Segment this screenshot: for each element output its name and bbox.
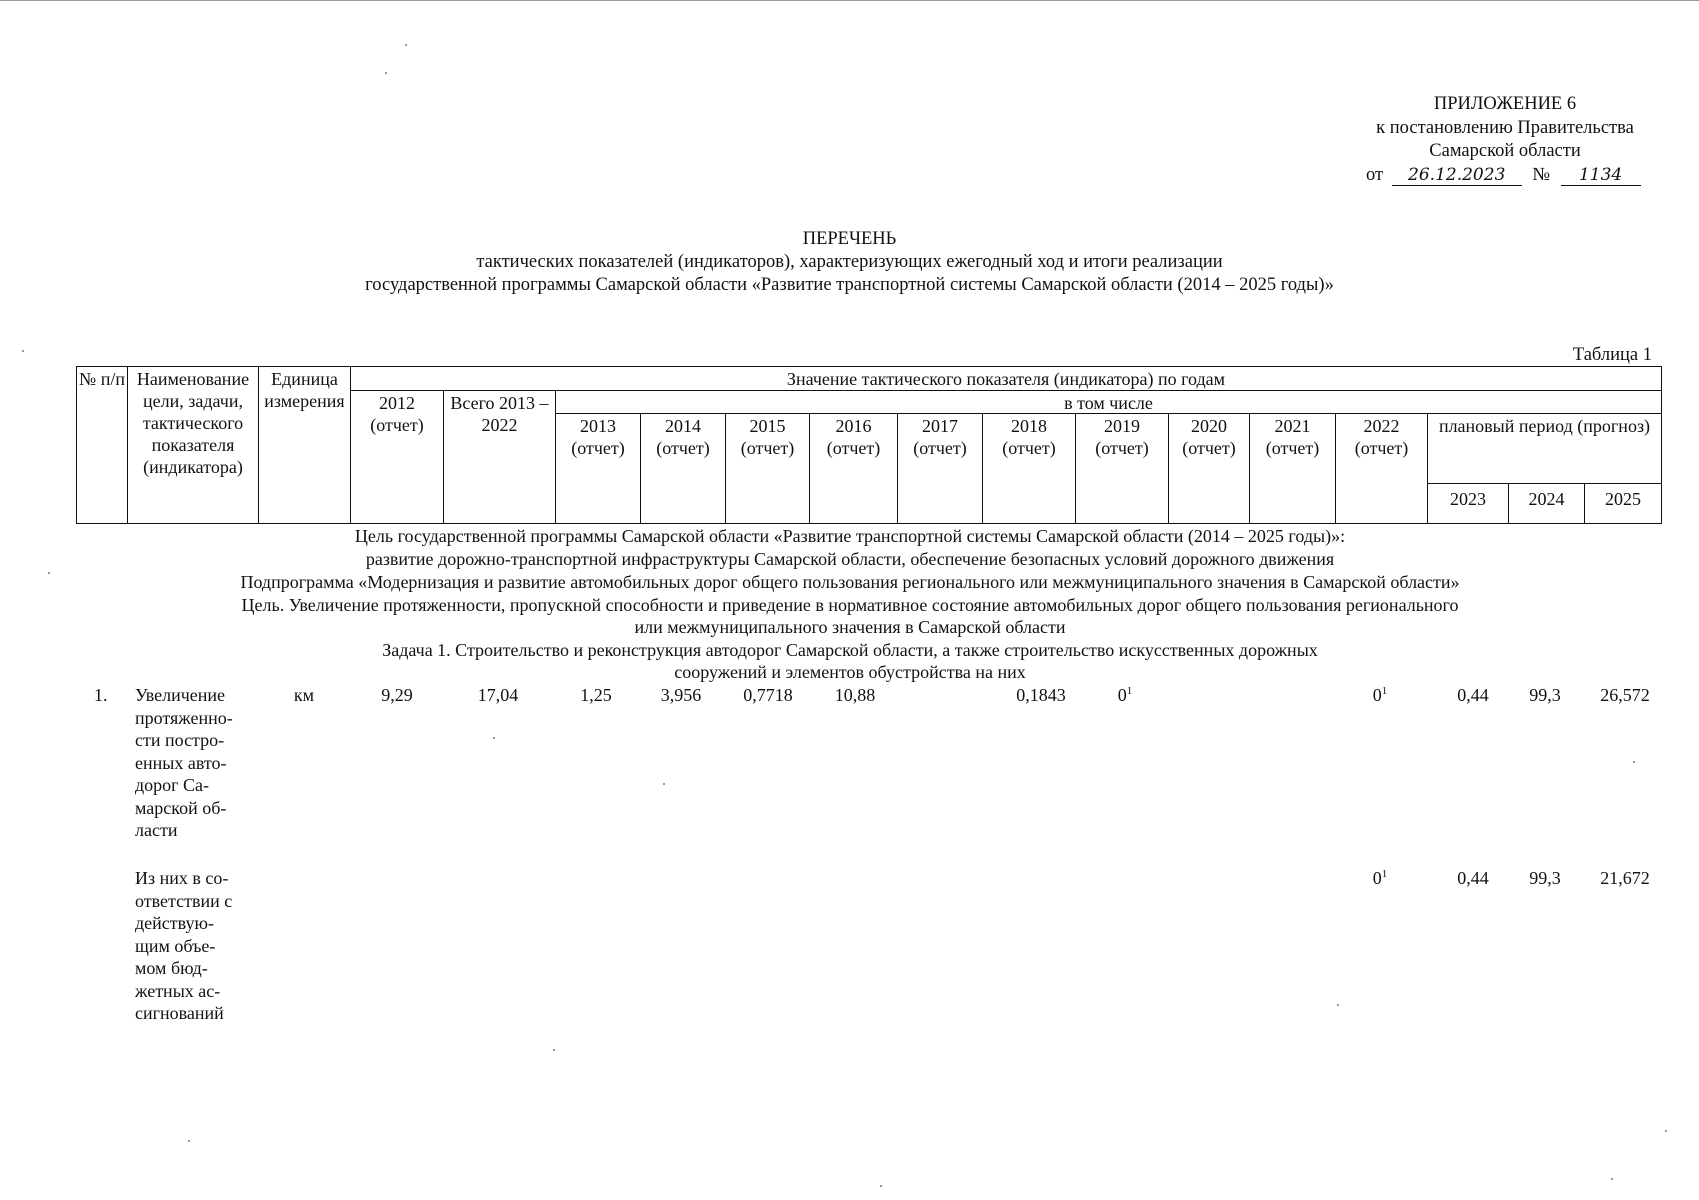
cell-2014: 3,956 bbox=[660, 685, 702, 705]
scan-speck bbox=[405, 44, 407, 46]
header-2024: 2024 bbox=[1509, 484, 1585, 523]
header-total: Всего 2013 – 2022 bbox=[444, 391, 556, 523]
appendix-block bbox=[1340, 93, 1670, 187]
header-no: № п/п bbox=[77, 367, 128, 523]
cell-2013: 1,25 bbox=[580, 685, 612, 705]
scan-speck bbox=[188, 1140, 190, 1142]
cell-2023: 0,44 bbox=[1457, 868, 1489, 888]
name-line: ласти bbox=[135, 820, 178, 840]
appendix-line-2: Самарской области bbox=[1429, 141, 1581, 161]
header-plan-period: плановый период (прогноз) bbox=[1428, 414, 1661, 484]
header-2016: 2016 (отчет) bbox=[810, 414, 898, 523]
name-line: сти постро- bbox=[135, 730, 225, 750]
cell-unit: км bbox=[293, 685, 315, 705]
name-line: сигнований bbox=[135, 1003, 224, 1023]
name-line: щим объе- bbox=[135, 935, 216, 956]
task-line-1: Задача 1. Строительство и реконструкция автодорог Самарской области, а также строительство искусственных дорожных bbox=[382, 640, 1318, 660]
appendix-line-1: к постановлению Правительства bbox=[1376, 117, 1634, 138]
name-line: мом бюд- bbox=[135, 958, 208, 978]
scan-top-edge bbox=[0, 0, 1699, 1]
name-line: жетных ас- bbox=[135, 980, 221, 1001]
name-line: протяженно- bbox=[135, 707, 233, 728]
document-subtitle-line-2: государственной программы Самарской области «Развитие транспортной системы Самарской области (2014 – 2025 годы)» bbox=[365, 275, 1334, 295]
scan-speck bbox=[48, 572, 50, 574]
handwritten-date: 26.12.2023 bbox=[1392, 165, 1522, 186]
cell-2018: 0,1843 bbox=[1016, 685, 1066, 705]
table-label: Таблица 1 bbox=[1572, 345, 1652, 365]
cell-2022-value: 0 bbox=[1372, 685, 1382, 705]
name-line: енных авто- bbox=[135, 752, 227, 773]
number-prefix: № bbox=[1532, 164, 1550, 185]
cell-2023: 0,44 bbox=[1457, 685, 1489, 705]
name-line: дорог Са- bbox=[135, 775, 210, 795]
footnote-mark: 1 bbox=[1126, 685, 1133, 697]
date-prefix: от bbox=[1366, 164, 1384, 185]
header-2015: 2015 (отчет) bbox=[726, 414, 810, 523]
scan-speck bbox=[1665, 1130, 1667, 1132]
cell-2022-value: 0 bbox=[1372, 868, 1382, 888]
header-unit: Единица измерения bbox=[259, 367, 351, 523]
header-name: Наименование цели, задачи, тактического показателя (индикатора) bbox=[128, 367, 259, 523]
table-header bbox=[76, 366, 1662, 524]
header-2023: 2023 bbox=[1428, 484, 1509, 523]
scan-speck bbox=[880, 1185, 882, 1187]
header-including: в том числе bbox=[556, 391, 1661, 414]
header-2014: 2014 (отчет) bbox=[641, 414, 726, 523]
cell-2022 bbox=[1355, 867, 1405, 889]
task-line-2: сооружений и элементов обустройства на них bbox=[674, 662, 1026, 682]
header-2020: 2020 (отчет) bbox=[1169, 414, 1250, 523]
program-goal-line-1: Цель государственной программы Самарской области «Развитие транспортной системы Самарской области (2014 – 2025 годы)»: bbox=[354, 526, 1346, 546]
name-line: ответствии с bbox=[135, 890, 233, 911]
appendix-reference bbox=[1340, 164, 1670, 188]
document-title: ПЕРЕЧЕНЬ bbox=[802, 229, 897, 249]
subprogram-goal-line-1: Цель. Увеличение протяженности, пропускной способности и приведение в нормативное состояние автомобильных дорог общего пользования регионального bbox=[241, 595, 1459, 615]
cell-2019 bbox=[1100, 684, 1150, 706]
cell-2025: 26,572 bbox=[1600, 685, 1650, 705]
header-2017: 2017 (отчет) bbox=[898, 414, 983, 523]
cell-2024: 99,3 bbox=[1529, 685, 1561, 705]
name-line: действую- bbox=[135, 913, 214, 933]
header-2021: 2021 (отчет) bbox=[1250, 414, 1336, 523]
row-number: 1. bbox=[94, 685, 108, 705]
header-2019: 2019 (отчет) bbox=[1076, 414, 1169, 523]
row-indicator-name bbox=[135, 867, 249, 1025]
cell-2016: 10,88 bbox=[834, 685, 876, 705]
footnote-mark: 1 bbox=[1381, 685, 1388, 697]
program-goal-line-2: развитие дорожно-транспортной инфраструктуры Самарской области, обеспечение безопасных условий дорожного движения bbox=[365, 549, 1335, 569]
scan-speck bbox=[385, 72, 387, 74]
subprogram-goal-line-2: или межмуниципального значения в Самарской области bbox=[634, 617, 1066, 637]
scan-speck bbox=[553, 1049, 555, 1051]
header-2012: 2012 (отчет) bbox=[351, 391, 444, 523]
document-subtitle-line-1: тактических показателей (индикаторов), характеризующих ежегодный ход и итоги реализации bbox=[476, 252, 1223, 272]
row-indicator-name bbox=[135, 684, 249, 842]
cell-2024: 99,3 bbox=[1529, 868, 1561, 888]
cell-2025: 21,672 bbox=[1600, 868, 1650, 888]
header-2018: 2018 (отчет) bbox=[983, 414, 1076, 523]
scan-speck bbox=[22, 350, 24, 352]
cell-2012: 9,29 bbox=[381, 685, 413, 705]
cell-2015: 0,7718 bbox=[743, 685, 793, 705]
cell-2022 bbox=[1355, 684, 1405, 706]
scan-speck bbox=[1611, 1178, 1613, 1180]
scan-speck bbox=[1337, 1004, 1339, 1006]
header-2013: 2013 (отчет) bbox=[556, 414, 641, 523]
handwritten-number: 1134 bbox=[1561, 165, 1641, 186]
name-line: марской об- bbox=[135, 797, 227, 818]
appendix-title: ПРИЛОЖЕНИЕ 6 bbox=[1433, 94, 1577, 114]
cell-2019-value: 0 bbox=[1117, 685, 1127, 705]
header-2025: 2025 bbox=[1605, 489, 1641, 509]
header-2022: 2022 (отчет) bbox=[1336, 414, 1428, 523]
cell-total: 17,04 bbox=[477, 685, 519, 705]
name-line: Увеличение bbox=[135, 685, 226, 705]
footnote-mark: 1 bbox=[1381, 868, 1388, 880]
header-values-by-year: Значение тактического показателя (индикатора) по годам bbox=[351, 367, 1661, 391]
subprogram-title: Подпрограмма «Модернизация и развитие автомобильных дорог общего пользования регионального или межмуниципального значения в Самарской области» bbox=[240, 572, 1460, 592]
scan-speck bbox=[493, 737, 495, 739]
scan-speck bbox=[663, 783, 665, 785]
name-line: Из них в со- bbox=[135, 868, 229, 888]
scan-speck bbox=[1633, 761, 1635, 763]
